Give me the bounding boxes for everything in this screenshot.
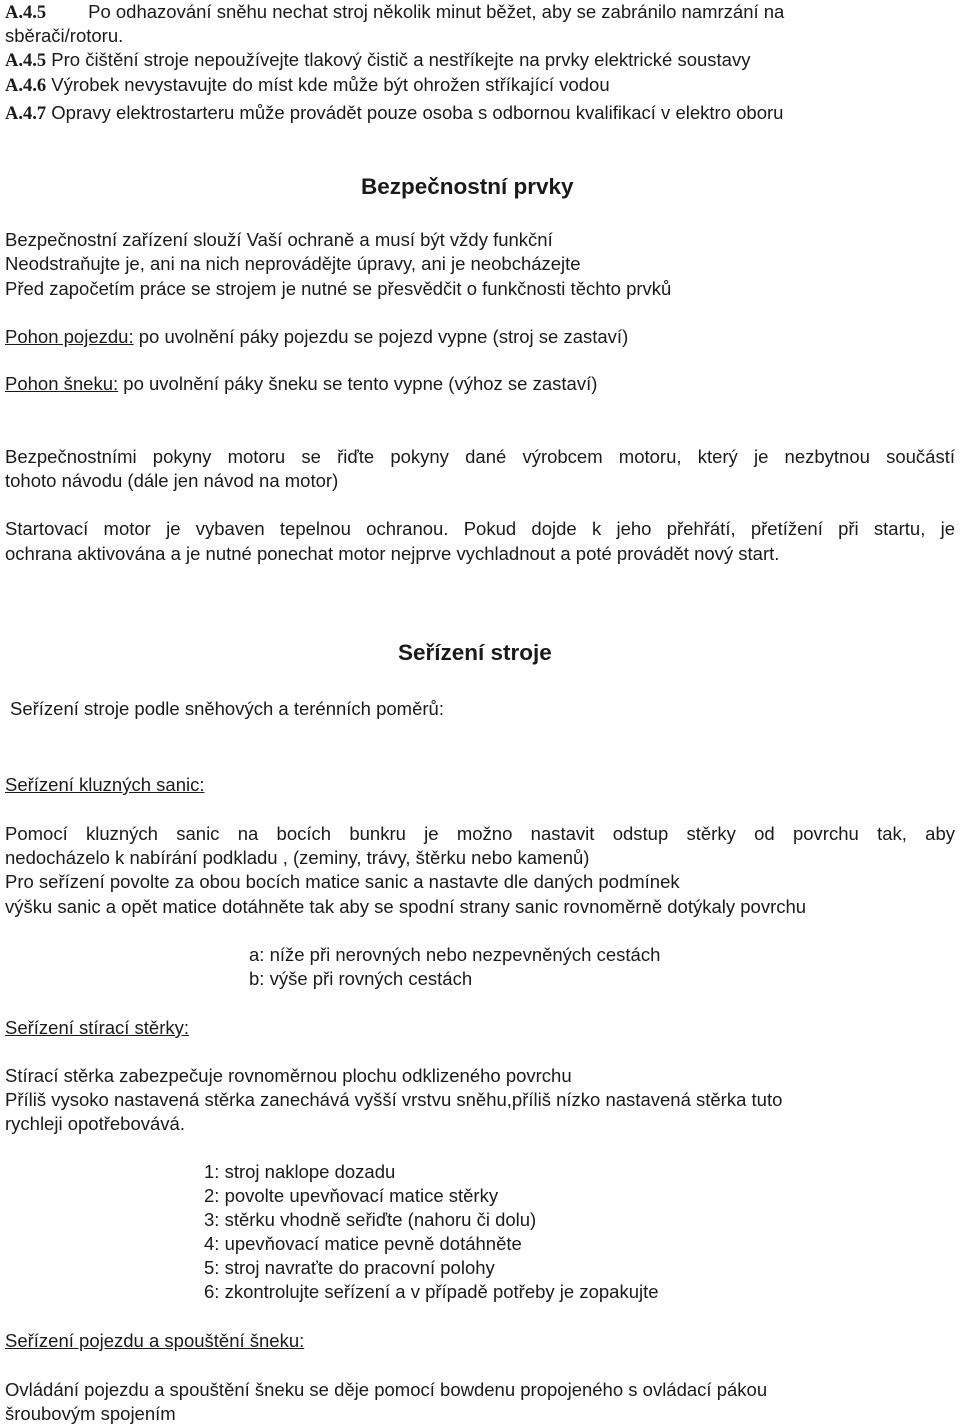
safety-line: Před započetím práce se strojem je nutné se přesvědčit o funkčnosti těchto prvků	[5, 278, 672, 299]
drive-safety-text: po uvolnění páky pojezdu se pojezd vypne (stroj se zastaví)	[133, 326, 629, 347]
warning-text: Pro čištění stroje nepoužívejte tlakový čistič a nestříkejte na prvky elektrické soustavy	[51, 49, 751, 70]
warning-text: Po odhazování sněhu nechat stroj několik minut běžet, aby se zabránilo namrzání na	[88, 1, 785, 22]
warning-a45b-line	[5, 49, 750, 72]
scraper-step: 4: upevňovací matice pevně dotáhněte	[204, 1233, 522, 1254]
skids-line: výšku sanic a opět matice dotáhněte tak aby se spodní strany sanic rovnoměrně dotýkaly povrchu	[5, 896, 807, 917]
drive-adjust-line: Ovládání pojezdu a spouštění šneku se děje pomocí bowdenu propojeného s ovládací pákou	[5, 1379, 768, 1400]
scraper-heading: Seřízení stírací stěrky:	[5, 1017, 190, 1038]
warning-a45-line	[5, 1, 784, 24]
warning-a45-continuation: sběrači/rotoru.	[5, 25, 124, 46]
adjust-intro: Seřízení stroje podle sněhových a terénních poměrů:	[10, 698, 444, 719]
scraper-step: 2: povolte upevňovací matice stěrky	[204, 1185, 499, 1206]
motor-safety-line: tohoto návodu (dále jen návod na motor)	[5, 470, 339, 491]
warning-number: A.4.7	[5, 104, 47, 124]
scraper-step: 5: stroj navraťte do pracovní polohy	[204, 1257, 495, 1278]
adjust-heading: Seřízení stroje	[398, 640, 552, 665]
safety-heading: Bezpečnostní prvky	[361, 174, 574, 199]
drive-safety-label: Pohon pojezdu:	[5, 326, 134, 347]
scraper-line: Stírací stěrka zabezpečuje rovnoměrnou plochu odklizeného povrchu	[5, 1065, 572, 1086]
scraper-line: Příliš vysoko nastavená stěrka zanechává vyšší vrstvu sněhu,příliš nízko nastavená stěrka tuto	[5, 1089, 783, 1110]
drive-adjust-line: šroubovým spojením	[5, 1403, 176, 1424]
safety-line: Bezpečnostní zařízení slouží Vaší ochraně a musí být vždy funkční	[5, 229, 553, 250]
drive-adjust-heading: Seřízení pojezdu a spouštění šneku:	[5, 1330, 305, 1351]
warning-a46-line	[5, 74, 610, 97]
scraper-step: 1: stroj naklope dozadu	[204, 1161, 396, 1182]
warning-number: A.4.5	[5, 51, 47, 71]
safety-line: Neodstraňujte je, ani na nich neprovádějte úpravy, ani je neobcházejte	[5, 253, 581, 274]
starter-line: Startovací motor je vybaven tepelnou ochranou. Pokud dojde k jeho přehřátí, přetížení při startu, je	[5, 518, 955, 539]
auger-safety-label: Pohon šneku:	[5, 373, 119, 394]
skids-line: Pomocí kluzných sanic na bocích bunkru je možno nastavit odstup stěrky od povrchu tak, aby	[5, 823, 955, 844]
scraper-step: 6: zkontrolujte seřízení a v případě potřeby je zopakujte	[204, 1281, 659, 1302]
warning-a47-line	[5, 102, 783, 125]
skids-heading: Seřízení kluzných sanic:	[5, 774, 205, 795]
starter-line: ochrana aktivována a je nutné ponechat motor nejprve vychladnout a poté provádět nový start.	[5, 543, 780, 564]
skids-option: b: výše při rovných cestách	[249, 968, 473, 989]
auger-safety-line	[5, 373, 597, 395]
auger-safety-text: po uvolnění páky šneku se tento vypne (výhoz se zastaví)	[118, 373, 598, 394]
scraper-line: rychleji opotřebovává.	[5, 1113, 185, 1134]
scraper-step: 3: stěrku vhodně seřiďte (nahoru či dolu)	[204, 1209, 537, 1230]
skids-option: a: níže při nerovných nebo nezpevněných cestách	[249, 944, 661, 965]
motor-safety-line: Bezpečnostními pokyny motoru se řiďte pokyny dané výrobcem motoru, který je nezbytnou součástí	[5, 446, 955, 467]
drive-safety-line	[5, 326, 628, 348]
warning-number: A.4.6	[5, 76, 47, 96]
skids-line: Pro seřízení povolte za obou bocích matice sanic a nastavte dle daných podmínek	[5, 871, 680, 892]
warning-number: A.4.5	[5, 3, 47, 23]
skids-line: nedocházelo k nabírání podkladu , (zeminy, trávy, štěrku nebo kamenů)	[5, 847, 590, 868]
warning-text: Opravy elektrostarteru může provádět pouze osoba s odbornou kvalifikací v elektro oboru	[51, 102, 784, 123]
warning-text: Výrobek nevystavujte do míst kde může být ohrožen stříkající vodou	[51, 74, 610, 95]
